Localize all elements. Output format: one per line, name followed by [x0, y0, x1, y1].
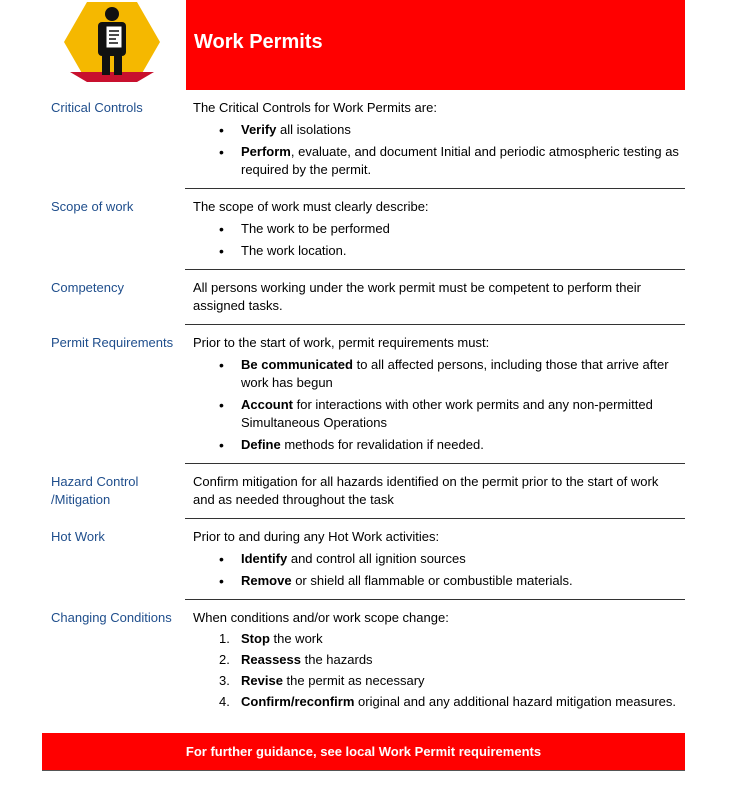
list-item: [219, 572, 679, 590]
bullet-list: [219, 220, 679, 260]
list-item: [219, 651, 679, 669]
row-label: Competency: [51, 280, 124, 295]
item-text: the work: [269, 631, 323, 646]
list-item: [219, 672, 679, 690]
item-bold: Account: [241, 397, 293, 412]
row-content: [185, 519, 685, 600]
item-bold: Perform: [241, 144, 291, 159]
row-content: [185, 464, 685, 519]
item-text: the hazards: [301, 652, 373, 667]
list-item: [219, 143, 679, 179]
row-intro: Confirm mitigation for all hazards identified on the permit prior to the start of work and as needed throughout the task: [193, 474, 659, 507]
list-item: [219, 220, 679, 238]
row-label: Hot Work: [51, 529, 105, 544]
table-row: [42, 189, 685, 270]
page-header: [42, 0, 685, 90]
item-number: 3.: [219, 673, 230, 688]
permit-requirements-table: [42, 90, 685, 717]
row-label: Changing Conditions: [51, 610, 172, 625]
title-bar: [186, 0, 685, 90]
row-intro: The scope of work must clearly describe:: [193, 199, 429, 214]
item-text: all isolations: [276, 122, 351, 137]
row-label: Permit Requirements: [51, 335, 174, 350]
item-text: methods for revalidation if needed.: [280, 437, 484, 452]
list-item: [219, 396, 679, 432]
row-label: Scope of work: [51, 199, 134, 214]
item-bold: Revise: [241, 673, 283, 688]
bullet-list: [219, 121, 679, 179]
item-number: 1.: [219, 631, 230, 646]
item-text: or shield all flammable or combustible materials.: [291, 573, 573, 588]
bullet-list: [219, 356, 679, 454]
item-text: original and any additional hazard mitigation measures.: [354, 694, 676, 709]
item-text: to all affected persons, including those that arrive after work has begun: [241, 357, 669, 390]
row-intro: All persons working under the work permit must be competent to perform their assigned tasks.: [193, 280, 641, 313]
list-item: [219, 121, 679, 139]
list-item: [219, 436, 679, 454]
item-text: The work location.: [241, 243, 347, 258]
page-title: Work Permits: [194, 31, 323, 53]
list-item: [219, 550, 679, 568]
item-bold: Identify: [241, 551, 288, 566]
item-number: 2.: [219, 652, 230, 667]
footer-text: For further guidance, see local Work Permit requirements: [185, 744, 542, 759]
row-intro: When conditions and/or work scope change:: [193, 610, 449, 625]
row-intro: Prior to and during any Hot Work activities:: [193, 529, 440, 544]
table-row: [42, 464, 685, 519]
item-bold: Remove: [241, 573, 292, 588]
item-bold: Be communicated: [241, 357, 353, 372]
item-bold: Define: [241, 437, 281, 452]
table-row: [42, 90, 685, 189]
item-number: 4.: [219, 694, 230, 709]
table-row: [42, 325, 685, 464]
row-content: [185, 600, 685, 717]
list-item: [219, 630, 679, 648]
list-item: [219, 242, 679, 260]
item-text: , evaluate, and document Initial and periodic atmospheric testing as required by the permit.: [241, 144, 679, 177]
item-text: for interactions with other work permits and any non-permitted Simultaneous Operations: [241, 397, 653, 430]
table-row: [42, 270, 685, 325]
list-item: [219, 356, 679, 392]
row-content: [185, 99, 685, 189]
row-content: [185, 270, 685, 325]
item-bold: Confirm/reconfirm: [241, 694, 355, 709]
row-content: [185, 325, 685, 464]
worker-with-permit-icon: [62, 0, 162, 90]
item-bold: Stop: [241, 631, 270, 646]
item-text: the permit as necessary: [282, 673, 425, 688]
item-text: The work to be performed: [241, 221, 390, 236]
bullet-list: [219, 550, 679, 590]
list-item: [219, 693, 679, 711]
numbered-list: [219, 630, 679, 711]
row-content: [185, 189, 685, 270]
row-intro: The Critical Controls for Work Permits are:: [193, 100, 437, 115]
item-text: and control all ignition sources: [287, 551, 466, 566]
row-intro: Prior to the start of work, permit requirements must:: [193, 335, 490, 350]
footer-banner: [42, 733, 685, 771]
row-label: Hazard Control /Mitigation: [51, 474, 139, 507]
table-row: [42, 519, 685, 600]
item-bold: Verify: [241, 122, 277, 137]
row-label: Critical Controls: [51, 100, 143, 115]
table-row: [42, 600, 685, 717]
item-bold: Reassess: [241, 652, 301, 667]
